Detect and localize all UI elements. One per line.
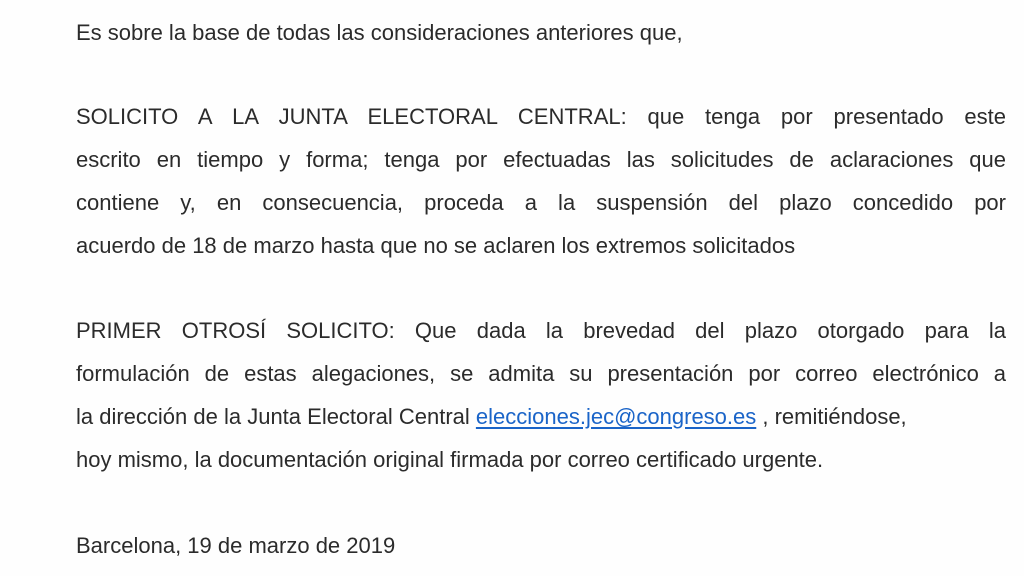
otrosi-line-1: PRIMER OTROSÍ SOLICITO: Que dada la brevedad del plazo otorgado para la xyxy=(76,318,1006,343)
email-link[interactable]: elecciones.jec@congreso.es xyxy=(475,404,757,429)
request-line-3: contiene y, en consecuencia, proceda a la suspensión del plazo concedido por xyxy=(76,190,1006,215)
otrosi-line-3 xyxy=(76,404,907,430)
intro-paragraph: Es sobre la base de todas las consideraciones anteriores que, xyxy=(76,20,683,45)
request-line-4: acuerdo de 18 de marzo hasta que no se aclaren los extremos solicitados xyxy=(76,233,796,258)
otrosi-line-4: hoy mismo, la documentación original firmada por correo certificado urgente. xyxy=(76,447,824,472)
request-line-1: SOLICITO A LA JUNTA ELECTORAL CENTRAL: que tenga por presentado este xyxy=(76,104,1006,129)
request-line-2: escrito en tiempo y forma; tenga por efectuadas las solicitudes de aclaraciones que xyxy=(76,147,1006,172)
otrosi-line-3-tail: , remitiéndose, xyxy=(756,404,907,429)
place-date: Barcelona, 19 de marzo de 2019 xyxy=(76,533,396,558)
otrosi-line-2: formulación de estas alegaciones, se admita su presentación por correo electrónico a xyxy=(76,361,1006,386)
otrosi-line-3-text: la dirección de la Junta Electoral Central xyxy=(76,404,476,429)
